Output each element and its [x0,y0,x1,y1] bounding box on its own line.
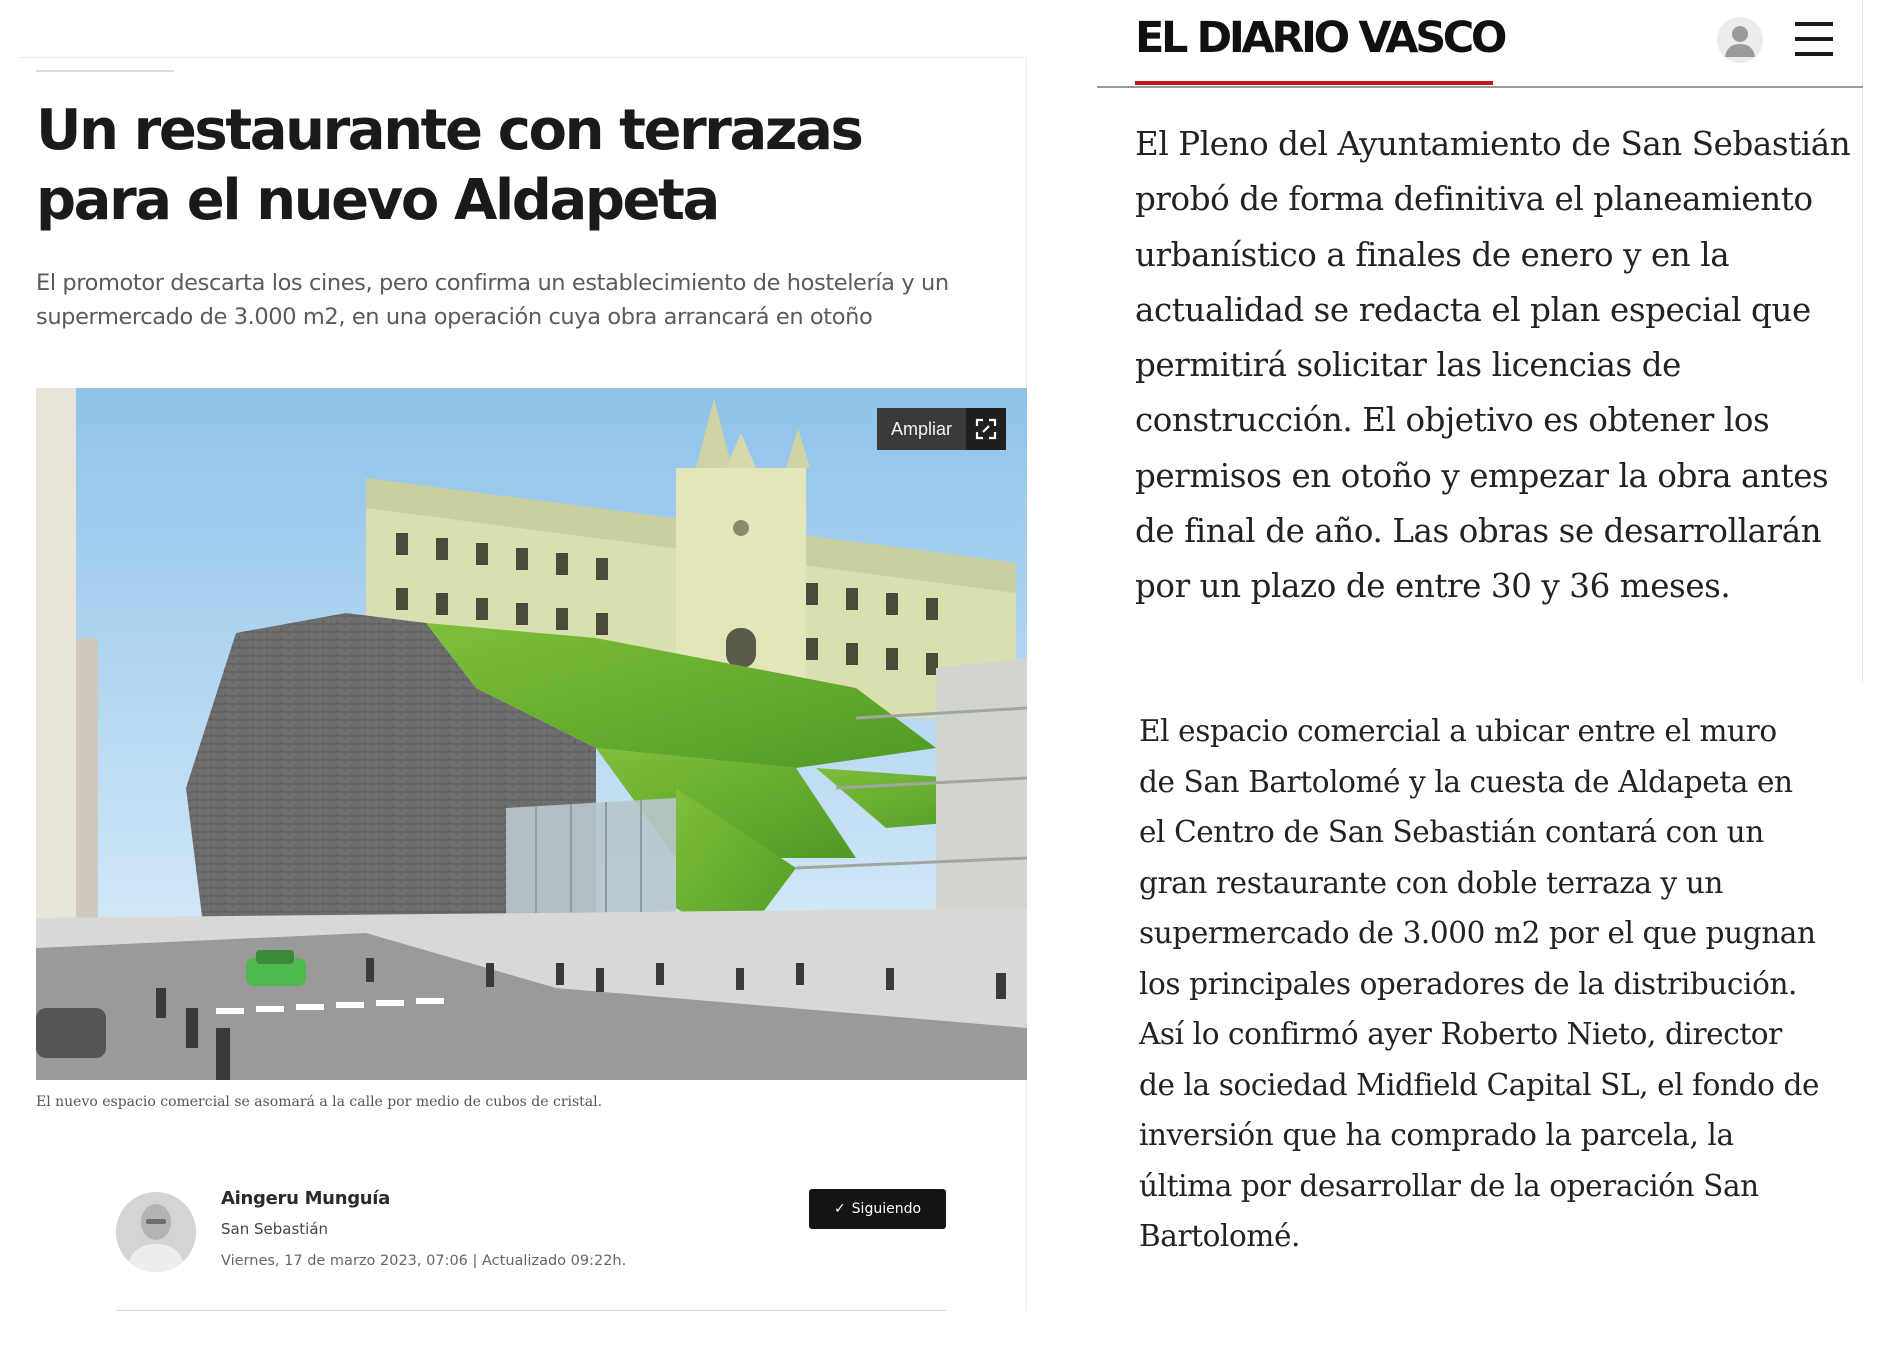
bottom-divider [116,1310,946,1311]
article-date: Viernes, 17 de marzo 2023, 07:06 | Actualizado 09:22h. [221,1253,627,1269]
author-name[interactable]: Aingeru Munguía [221,1188,391,1209]
expand-icon [966,408,1006,450]
expand-image-button[interactable] [877,408,1006,450]
following-button[interactable] [809,1189,946,1229]
masthead-accent-bar [1135,81,1493,85]
header-divider [1097,86,1863,88]
article-subheadline: El promotor descarta los cines, pero confirma un establecimiento de hostelería y un supermercado de 3.000 m2, en una operación cuya obra arrancará en otoño [36,270,949,330]
top-divider [36,70,174,72]
image-caption: El nuevo espacio comercial se asomará a la calle por medio de cubos de cristal. [36,1094,603,1110]
article-card [18,57,1027,1311]
following-label: Siguiendo [851,1201,922,1217]
article-headline: Un restaurante con terrazas para el nuevo Aldapeta [36,98,862,233]
masthead-logo[interactable]: EL DIARIO VASCO [1135,13,1505,63]
body-paragraph-1: El Pleno del Ayuntamiento de San Sebastián probó de forma definitiva el planeamiento urbanístico a finales de enero y en la actualidad se redacta el plan especial que permitirá solicitar las licencias de construcción. El objetivo es obtener los permisos en otoño y empezar la obra antes de final de año. Las obras se desarrollarán por un plazo de entre 30 y 36 meses. [1135,125,1851,606]
architectural-rendering [36,388,1027,1080]
author-avatar [116,1192,196,1272]
expand-label: Ampliar [890,418,952,439]
hamburger-menu-icon[interactable] [1795,22,1833,56]
check-icon: ✓ [833,1201,846,1217]
body-paragraph-2: El espacio comercial a ubicar entre el muro de San Bartolomé y la cuesta de Aldapeta en el Centro de San Sebastián contará con un gran restaurante con doble terraza y un supermercado de 3.000 m2 por el que pugnan los principales operadores de la distribución. Así lo confirmó ayer Roberto Nieto, director de la sociedad Midfield Capital SL, el fondo de inversión que ha comprado la parcela, la última por desarrollar de la operación San Bartolomé. [1139,714,1819,1253]
author-location: San Sebastián [221,1220,329,1238]
article-image[interactable] [36,388,1027,1080]
user-icon[interactable] [1717,17,1763,63]
